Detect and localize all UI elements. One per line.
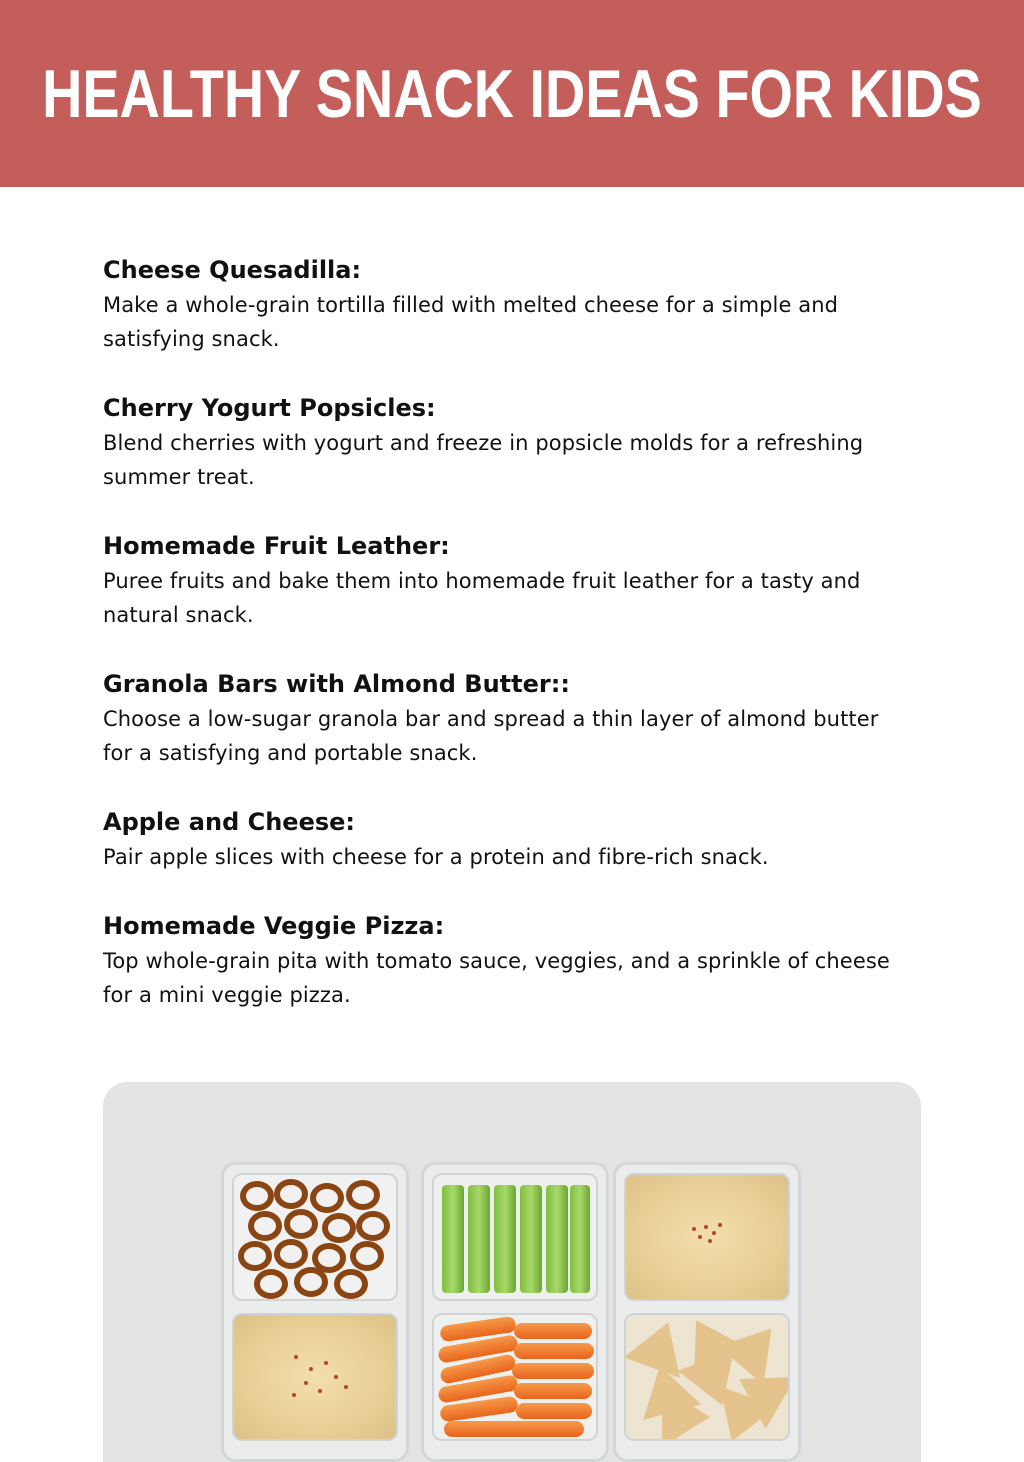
snack-list [103,252,903,1046]
celery-compartment [432,1173,598,1301]
snack-title: Cherry Yogurt Popsicles: [103,394,436,422]
pretzels-compartment [232,1173,398,1301]
snack-item [103,528,903,632]
hummus-compartment [624,1173,790,1301]
pita-chips-compartment [624,1313,790,1441]
title-banner [0,0,1024,187]
snack-title: Cheese Quesadilla: [103,256,362,284]
snack-container-right [613,1162,801,1462]
snack-container-left [221,1162,409,1462]
snack-title: Granola Bars with Almond Butter:: [103,670,570,698]
snack-description: Pair apple slices with cheese for a protein and fibre-rich snack. [103,845,769,869]
snack-title: Homemade Veggie Pizza: [103,912,445,940]
snack-item [103,666,903,770]
page-title: HEALTHY SNACK IDEAS FOR KIDS [42,55,982,132]
snack-description: Make a whole-grain tortilla filled with melted cheese for a simple and satisfying snack. [103,293,839,351]
snack-item [103,804,903,874]
snack-item [103,390,903,494]
snack-title: Homemade Fruit Leather: [103,532,450,560]
snack-description: Choose a low-sugar granola bar and spread a thin layer of almond butter for a satisfying and portable snack. [103,707,879,765]
snack-title: Apple and Cheese: [103,808,356,836]
snack-description: Puree fruits and bake them into homemade fruit leather for a tasty and natural snack. [103,569,861,627]
snack-box-photo [103,1082,921,1462]
snack-description: Blend cherries with yogurt and freeze in popsicle molds for a refreshing summer treat. [103,431,864,489]
hummus-compartment [232,1313,398,1441]
carrots-compartment [432,1313,598,1441]
snack-item [103,908,903,1012]
snack-item [103,252,903,356]
snack-container-middle [421,1162,609,1462]
snack-description: Top whole-grain pita with tomato sauce, veggies, and a sprinkle of cheese for a mini veggie pizza. [103,949,890,1007]
